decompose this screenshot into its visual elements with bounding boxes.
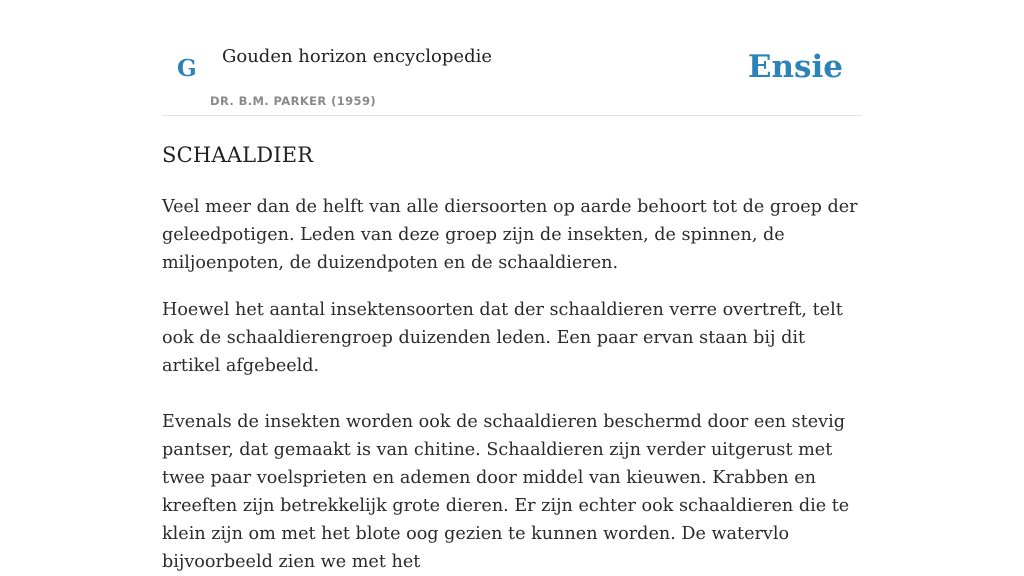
entry-title: SCHAALDIER xyxy=(162,143,314,167)
entry-paragraph: Veel meer dan de helft van alle diersoorten op aarde behoort tot de groep der geleedpotigen. Leden van deze groep zijn de insekten, de spinnen, de miljoenpoten, de duizendpoten en de schaaldieren. xyxy=(162,197,858,274)
entry-paragraph: Hoewel het aantal insektensoorten dat der schaaldieren verre overtreft, telt ook de schaaldierengroep duizenden leden. Een paar ervan staan bij dit artikel afgebeeld. xyxy=(162,300,843,377)
ensie-logo-link[interactable]: Ensie xyxy=(747,49,843,85)
book-author: DR. B.M. PARKER (1959) xyxy=(210,94,377,108)
entry-paragraph: Evenals de insekten worden ook de schaaldieren beschermd door een stevig pantser, dat gemaakt is van chitine. Schaaldieren zijn verder uitgerust met twee paar voelsprieten en ademen door middel van kieuwen. Krabben en kreeften zijn betrekkelijk grote dieren. Er zijn echter ook schaaldieren die te klein zijn om met het blote oog gezien te kunnen worden. De watervlo bijvoorbeeld zien we met het xyxy=(162,412,850,573)
page xyxy=(162,0,862,576)
book-title-link[interactable]: Gouden horizon encyclopedie xyxy=(222,46,492,67)
book-letter-icon[interactable]: G xyxy=(177,55,197,82)
header xyxy=(162,0,862,116)
entry-body xyxy=(162,193,862,576)
